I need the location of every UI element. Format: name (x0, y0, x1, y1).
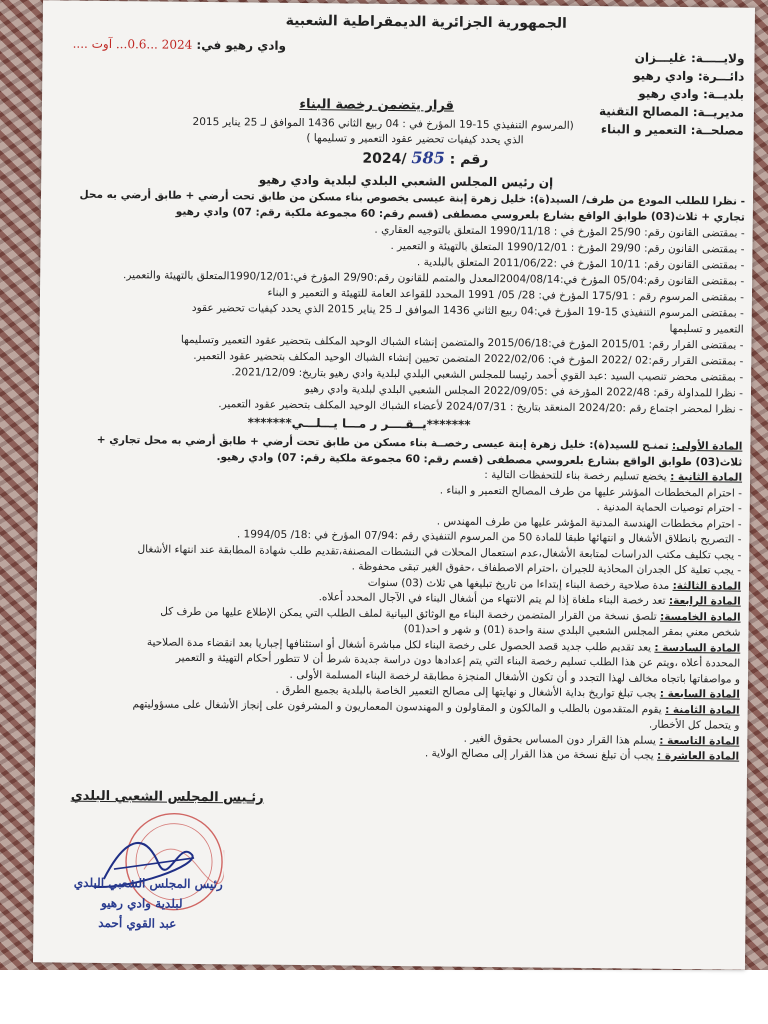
article-text: مدة صلاحية رخصة البناء إبتداءا من تاريخ تبليغها هي ثلاث (03) سنوات (367, 576, 670, 592)
preamble-line: - نظرا للمداولة رقم: 2022/48 المؤرخة في :2022/09/05 المجلس الشعبي البلدي لبلدية وادي رهيو (304, 383, 744, 400)
article-text: المحددة أعلاه ،ويتم عن هذا الطلب تسليم رخصة البناء التي يتم إعدادها دون دراسة جديدة شرط أن لا تتطور أحكام التهيئة و التعمير (175, 651, 741, 670)
signature-title: رئـيس المجلس الشعبي البلدي (70, 788, 264, 806)
article-title: المادة السادسة : (654, 641, 741, 655)
article-title: المادة الثالثة: (672, 579, 742, 593)
article-text: شخص معني بمقر المجلس الشعبي البلدي سنة واحدة (01) و شهر و احد(01) (403, 623, 741, 639)
article-line (237, 528, 742, 545)
preamble-line: - بمقتضى القرار رقم:02 /2022 المؤرخ في: 2022/02/06 المتضمن تحيين إنشاء الشباك الوحيد المكلف بتحضير عقود التعمير. (193, 349, 744, 368)
article-text: تلصق نسخة من القرار المتضمن رخصة البناء مع الوثائق البيانية لملف الطلب التي يمكن الإطلاع عليها من طرف كل (160, 605, 657, 623)
preamble-line: - بمقتضى القانون رقم: 25/90 المؤرخ في : 1990/11/18 المتعلق بالتوجيه العقاري . (374, 223, 745, 240)
article-text: يجب أن تبلغ نسخة من هذا القرار إلى مصالح الولاية . (424, 747, 654, 762)
article-text: - يجب تعلية كل الجدران المحاذية للجيران ،احترام الاصطفاف ،حقوق الغير تبقى محفوظة . (351, 560, 742, 577)
place-date (73, 37, 287, 53)
preamble-line: التعمير و تسليمها (669, 322, 744, 336)
preamble-line: - بمقتضى المرسوم رقم : 175/91 المؤرخ في: 28/ 05/ 1991 المحدد للقواعد العامة للتهيئة و التعمير و البناء (267, 286, 745, 304)
preamble-line: تجاري + ثلاث(03) طوابق الواقع بشارع بلعروسي مصطفى (قسم رقم: 60 مجموعة ملكية رقم: 07) وادي رهيو (175, 205, 745, 224)
article-text: ثلاث(03) طوابق الواقع بشارع بلعروسي مصطفى (قسم رقم: 60 مجموعة ملكية رقم: 07) وادي رهيو. (216, 450, 743, 469)
stamp-line-2: لبلدية وادي رهيو (100, 895, 183, 911)
preamble-line: - نظرا لمحضر اجتماع رقم :2024/20 المنعقد بتاريخ : 2024/07/31 لأعضاء الشباك الوحيد المكلف بتحضير عقود التعمير. (218, 398, 743, 416)
preamble-line: - بمقتضى القانون رقم: 10/11 المؤرخ في :2011/06/22 المتعلق بالبلدية . (416, 256, 745, 272)
directorate-label: مديريــة: (692, 105, 744, 120)
article-line (437, 515, 742, 530)
article-title: المادة الخامسة: (659, 610, 741, 624)
article-title: المادة السابعة : (659, 687, 740, 701)
daira-value: وادي رهيو (633, 68, 694, 84)
baladia-label: بلديــة: (702, 87, 745, 102)
article-line (137, 543, 741, 561)
preamble-line: - بمقتضى محضر تنصيب السيد :عبد القوي أحمد رئيسا للمجلس الشعبي البلدي لبلدية وادي رهيو بتاريخ: 2021/12/09. (231, 366, 744, 384)
stamp-line-1: رئيس المجلس الشعبي البلدي (73, 875, 223, 892)
article-line (132, 698, 739, 716)
preamble-line: - بمقتضى القانون رقم:05/04 المؤرخ في:2004/08/14المعدل والمتمم للقانون رقم:29/90 المؤرخ في:1990/12/01المتعلق بالتهيئة والتعمير. (123, 269, 745, 288)
republic-header: الجمهورية الجزائرية الديمقراطية الشعبية (285, 12, 567, 32)
article-line (596, 501, 741, 515)
article-title: المادة الرابعة: (668, 594, 741, 608)
directorate-value: المصالح التقنية (598, 104, 689, 120)
number-year: /2024 (362, 150, 407, 168)
article-text: - احترام توصيات الحماية المدنية . (596, 501, 742, 515)
decree-reference-line1: (المرسوم التنفيذي 15-19 المؤرخ في : 04 ربيع الثاني 1436 الموافق لـ 25 يناير 2015 (192, 115, 574, 132)
decision-number (362, 148, 488, 168)
preamble-line: - بمقتضى القانون رقم: 29/90 المؤرخ : 1990/12/01 المتعلق بالتهيئة و التعمير . (390, 239, 745, 256)
wilaya-value: غليـــزان (634, 50, 687, 66)
wilaya-row (600, 48, 745, 68)
article-text: تمنـح للسيد(ة): خليل زهرة إبنة عيسى رخصــة بناء مسكن من طابق تحت أرضي + طابق أرضي به محل تجاري + (96, 433, 669, 452)
article-line (352, 561, 742, 577)
handwritten-date: 2024 ...0.6... آوت .... (72, 36, 193, 52)
document-page (33, 0, 755, 969)
stamp-line-3: عبد القوي أحمد (98, 915, 177, 931)
article-title: المادة العاشرة : (657, 749, 740, 763)
article-line (160, 605, 741, 623)
service-label: مصلحــة: (690, 123, 744, 138)
article-line (440, 484, 742, 499)
handwritten-number: 585 (411, 148, 445, 168)
preamble-line: - بمقتضى المرسوم التنفيذي 15-19 المؤرخ في:04 ربيع الثاني 1436 الموافق لـ 25 يناير 2015 الذي يحدد كيفيات تحضير عقود (191, 301, 744, 320)
article-text: - يجب تكليف مكتب الدراسات لمتابعة الأشغال،عدم استعمال المحلات في النشطات المصنفة،تقديم طلب شهادة المطابقة عند انتهاء الأشغال (137, 542, 742, 562)
article-title: المادة الثامنة : (665, 703, 740, 717)
wilaya-label: ولايـــــة: (690, 51, 745, 66)
article-line (176, 652, 740, 670)
article-text: - احترام مخططات الهندسة المدنية المؤشر عليها من طرف المهندس . (436, 514, 742, 531)
daira-label: دائـــرة: (697, 69, 745, 84)
article-line (97, 434, 743, 453)
baladia-row (599, 84, 744, 104)
baladia-value: وادي رهيو (638, 86, 699, 102)
article-line (290, 668, 741, 685)
article-line (464, 732, 740, 747)
article-text: تعد رخصة البناء ملغاة إذا لم يتم الانتهاء من أشغال البناء في الآجال المحدد أعلاه. (318, 591, 666, 607)
article-line (275, 684, 739, 701)
article-title: المادة التاسعة : (659, 734, 740, 748)
directorate-row (599, 102, 744, 122)
stamp-text (73, 873, 223, 935)
article-line (484, 469, 742, 484)
decision-title: قرار يتضمن رخصة البناء (299, 96, 455, 114)
article-line (319, 591, 741, 607)
article-text: و يتحمل كل الأخطار. (648, 718, 740, 732)
article-line (425, 747, 739, 762)
place-date-label: وادي رهيو في: (192, 37, 287, 53)
service-row (599, 120, 744, 140)
article-text: يجب تبلغ تواريخ بداية الأشغال و نهايتها إلى مصالح التعمير الخاصة بالبلدية بجميع الطرق . (275, 683, 657, 700)
article-text: و مواصفاتها باتجاه مخالف لهذا التجدد و أن تكون الأشغال المنجزة مطابقة لرخصة البناء المسلمة الأولى . (289, 668, 741, 686)
article-line (649, 719, 740, 732)
decides-line: *******يــقــــر ر مـــا يـــلـــي******* (247, 415, 471, 432)
service-value: التعمير و البناء (600, 122, 687, 138)
article-line (404, 623, 741, 639)
number-label: رقم : (449, 151, 489, 168)
preamble-line: - بمقتضى القرار رقم: 2015/01 المؤرخ في:2015/06/18 والمتضمن إنشاء الشباك الوحيد المكلف بتحضير عقود التعمير وتسليمها (180, 333, 744, 352)
daira-row (599, 66, 744, 86)
header-block (599, 48, 745, 140)
article-text: يخضع تسليم رخصة بناء للتحفظات التالية : (484, 468, 667, 483)
preamble-heading: إن رئيس المجلس الشعبي البلدي لبلدية وادي رهيو (258, 172, 554, 190)
article-line (216, 451, 742, 469)
preamble-line: - نظرا للطلب المودع من طرف/ السيد(ة): خليل زهرة إبنة عيسى بخصوص بناء مسكن من طابق تحت أرضي + طابق أرضي به محل (79, 188, 746, 208)
article-line (368, 576, 741, 592)
article-text: - التصريح بانطلاق الأشغال و انتهائها طبقا للمادة 50 من المرسوم التنفيذي رقم :07/94 المؤرخ في :18/ 1994/05 . (236, 528, 742, 546)
decree-reference-line2: الذي يحدد كيفيات تحضير عقود التعمير و تسليمها ) (306, 132, 524, 147)
article-text: يسلم هذا القرار دون المساس بحقوق الغير . (463, 732, 657, 747)
article-text: - احترام المخططات المؤشر عليها من طرف المصالح التعمير و البناء . (439, 483, 742, 500)
article-title: المادة الثانية : (670, 470, 743, 484)
article-text: يعد تقديم طلب جديد قصد الحصول على رخصة البناء لكل مباشرة أشغال أو استئنافها إجباريا بعد انقضاء مدة الصلاحية (146, 635, 652, 654)
article-title: المادة الأولى: (671, 439, 743, 453)
article-text: يقوم المتقدمون بالطلب و المالكون و المقاولون و المهندسون المعماريون و المشرفون على إنجاز الأشغال على مسؤوليتهم (132, 697, 662, 716)
